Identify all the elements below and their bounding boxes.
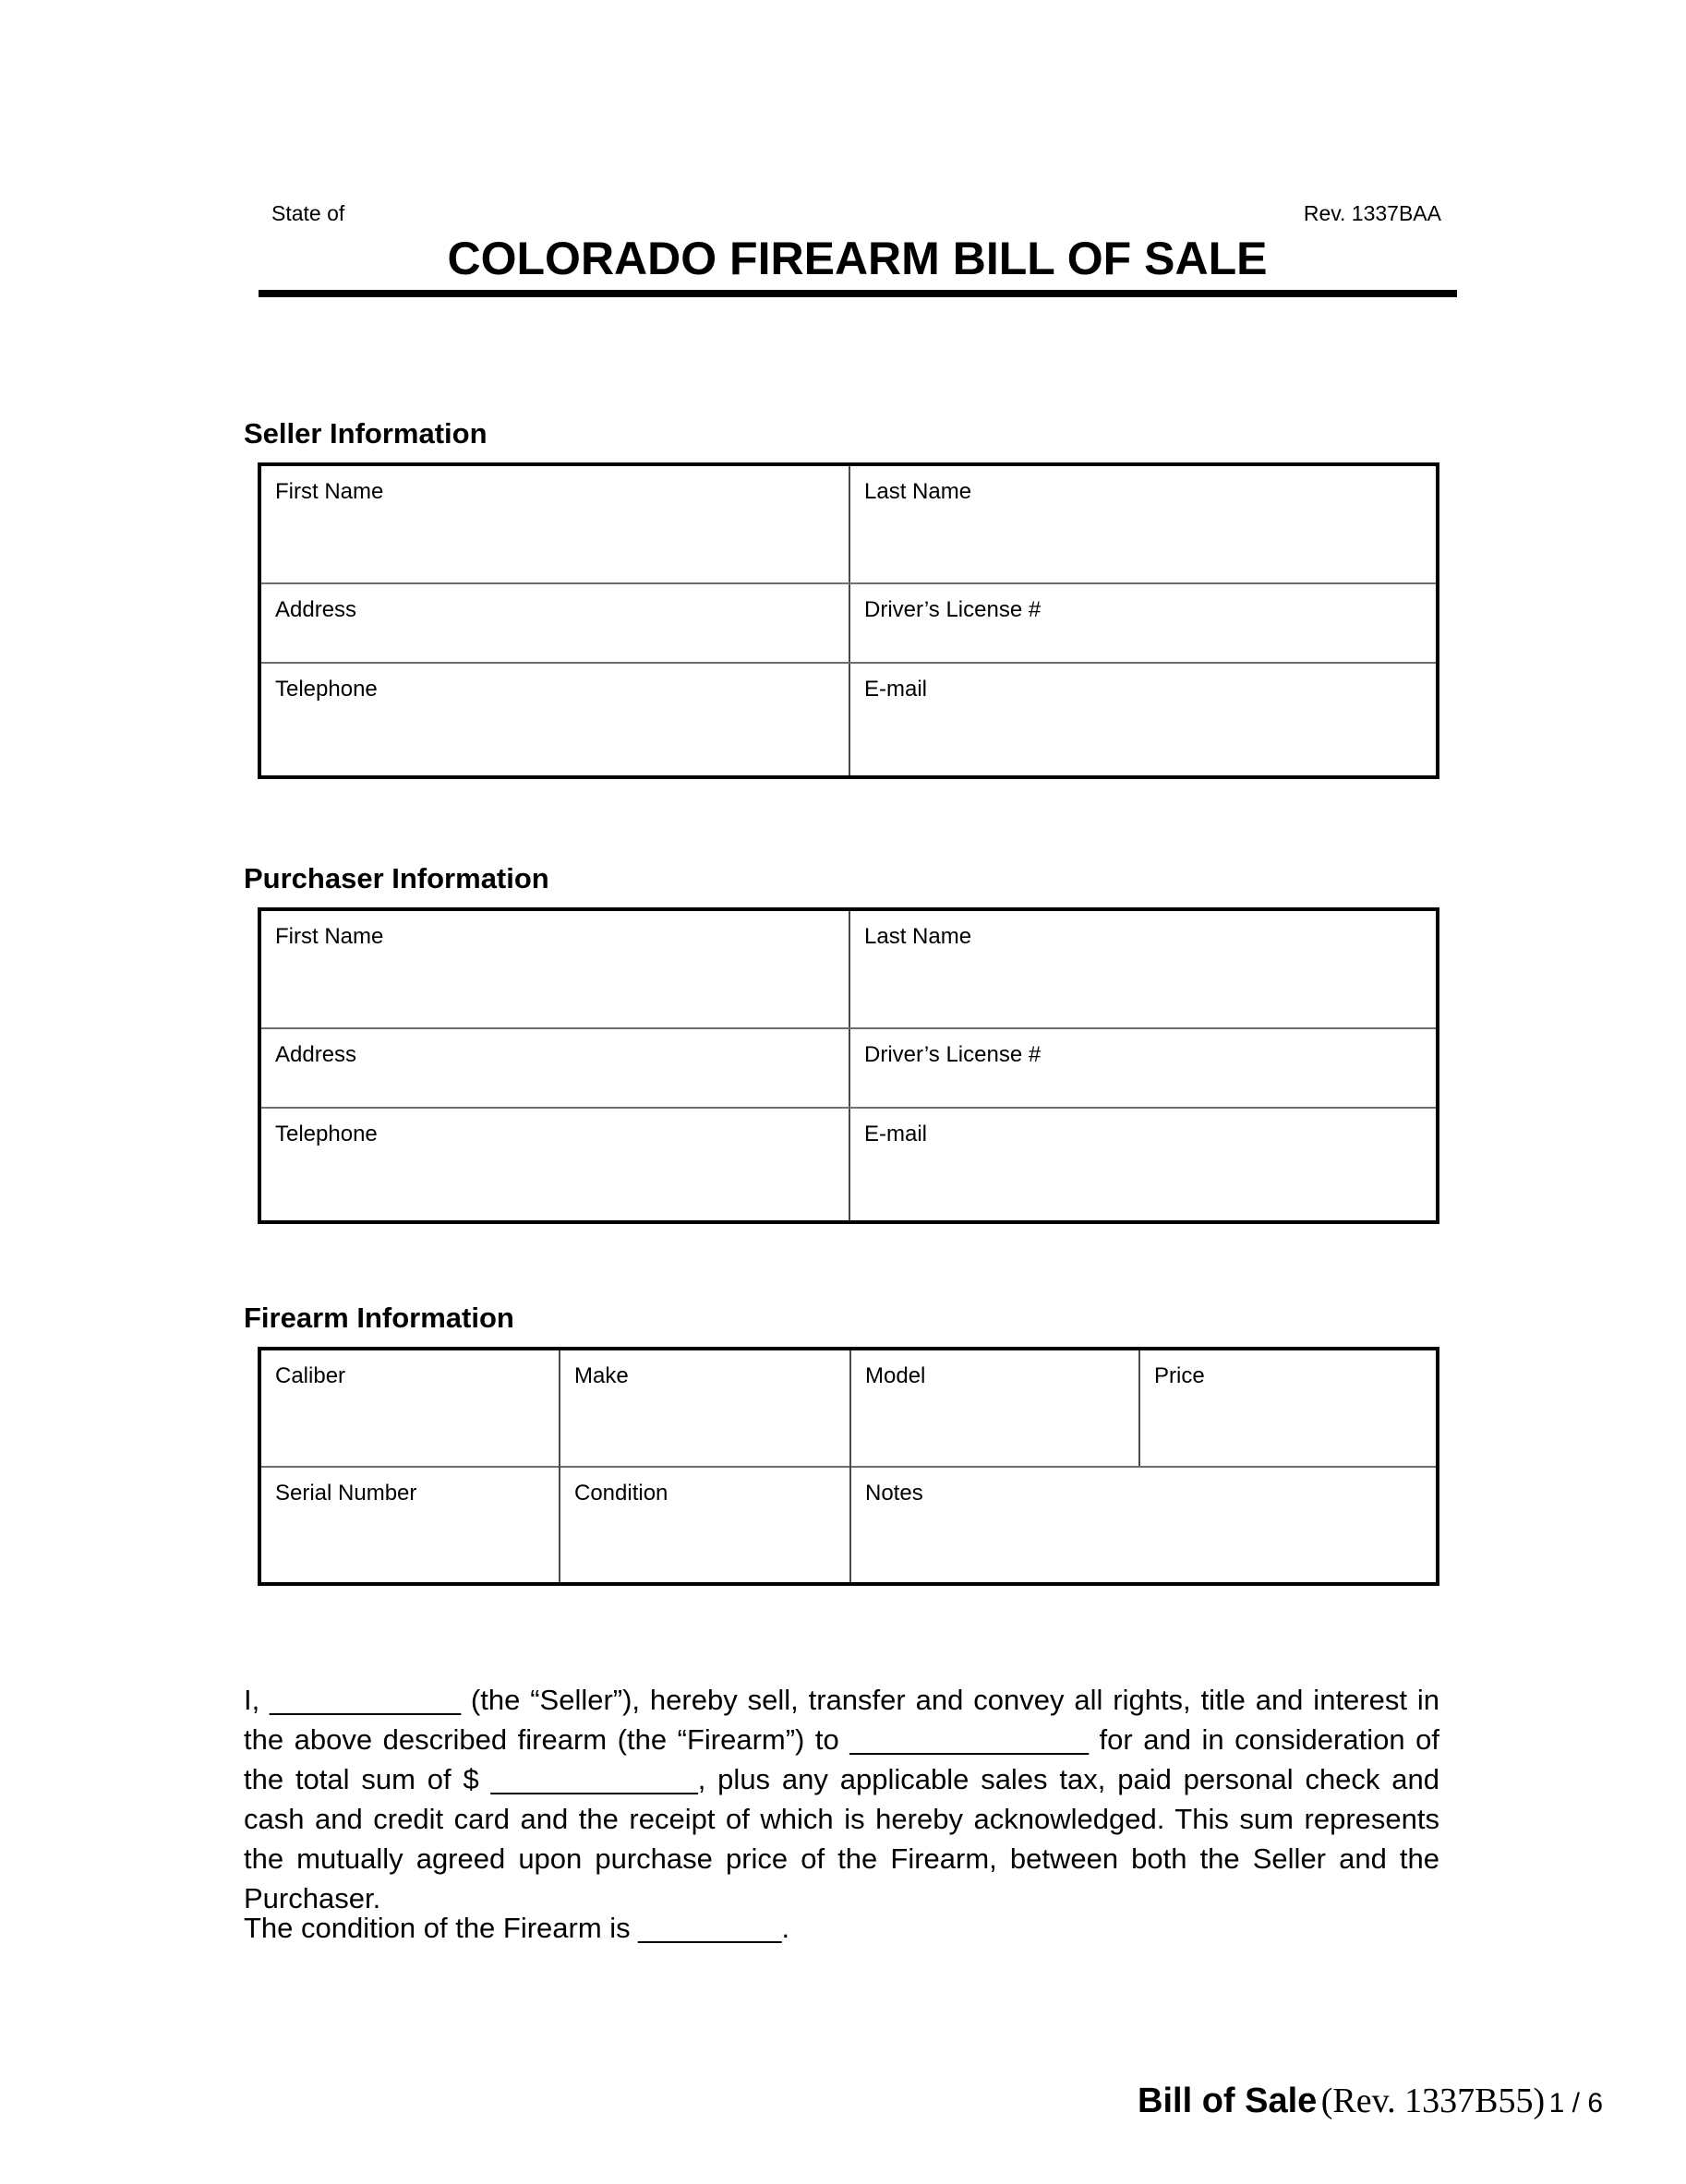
revision-label: Rev. 1337BAA xyxy=(1303,201,1441,225)
field-label: E-mail xyxy=(864,677,928,702)
seller-address-field[interactable] xyxy=(261,584,849,662)
seller-telephone-field[interactable] xyxy=(261,664,849,775)
field-label: Price xyxy=(1154,1363,1205,1388)
purchaser-info-table xyxy=(258,907,1439,1224)
seller-section-heading: Seller Information xyxy=(244,417,488,450)
field-label: Telephone xyxy=(275,1122,378,1146)
purchaser-address-field[interactable] xyxy=(261,1029,849,1107)
seller-drivers-license-field[interactable] xyxy=(850,584,1436,662)
purchaser-drivers-license-field[interactable] xyxy=(850,1029,1436,1107)
firearm-make-field[interactable] xyxy=(560,1350,849,1466)
condition-statement: The condition of the Firearm is _________. xyxy=(244,1912,790,1944)
seller-info-table xyxy=(258,462,1439,779)
seller-first-name-field[interactable] xyxy=(261,466,849,582)
field-label: Driver’s License # xyxy=(864,597,1042,622)
title-divider xyxy=(259,290,1457,297)
field-label: Model xyxy=(865,1363,926,1388)
seller-last-name-field[interactable] xyxy=(850,466,1436,582)
sale-statement-paragraph: I, ____________ (the “Seller”), hereby sell, transfer and convey all rights, title and interest in the above described firearm (the “Firearm”) to _______________ for and in consideration of the total sum of $ _____________, plus any applicable sales tax, paid personal check and cash and credit card and the receipt of which is hereby acknowledged. This sum represents the mutually agreed upon purchase price of the Firearm, between both the Seller and the Purchaser. xyxy=(244,1684,1439,1914)
firearm-model-field[interactable] xyxy=(851,1350,1138,1466)
field-label: Address xyxy=(275,1042,357,1067)
field-label: Make xyxy=(574,1363,629,1388)
purchaser-last-name-field[interactable] xyxy=(850,911,1436,1027)
footer-page-number: 1 / 6 xyxy=(1548,2088,1603,2118)
firearm-condition-field[interactable] xyxy=(560,1468,849,1582)
field-label: Telephone xyxy=(275,677,378,702)
field-label: Serial Number xyxy=(275,1481,417,1506)
state-of-label: State of xyxy=(271,201,345,225)
purchaser-first-name-field[interactable] xyxy=(261,911,849,1027)
purchaser-telephone-field[interactable] xyxy=(261,1109,849,1220)
firearm-info-table xyxy=(258,1347,1439,1586)
firearm-section-heading: Firearm Information xyxy=(244,1302,514,1334)
field-label: Last Name xyxy=(864,479,972,504)
firearm-price-field[interactable] xyxy=(1140,1350,1436,1466)
purchaser-email-field[interactable] xyxy=(850,1109,1436,1220)
field-label: Condition xyxy=(574,1481,668,1506)
field-label: Address xyxy=(275,597,357,622)
field-label: Driver’s License # xyxy=(864,1042,1042,1067)
field-label: First Name xyxy=(275,924,384,949)
document-title: COLORADO FIREARM BILL OF SALE xyxy=(447,233,1268,284)
footer-document-name: Bill of Sale xyxy=(1138,2082,1318,2120)
field-label: E-mail xyxy=(864,1122,928,1146)
footer-revision: (Rev. 1337B55) xyxy=(1320,2082,1546,2120)
firearm-notes-field[interactable] xyxy=(851,1468,1436,1582)
field-label: First Name xyxy=(275,479,384,504)
seller-email-field[interactable] xyxy=(850,664,1436,775)
field-label: Notes xyxy=(865,1481,923,1506)
purchaser-section-heading: Purchaser Information xyxy=(244,862,549,894)
page-footer xyxy=(1138,2081,1603,2121)
field-label: Caliber xyxy=(275,1363,346,1388)
field-label: Last Name xyxy=(864,924,972,949)
firearm-serial-number-field[interactable] xyxy=(261,1468,559,1582)
firearm-caliber-field[interactable] xyxy=(261,1350,559,1466)
